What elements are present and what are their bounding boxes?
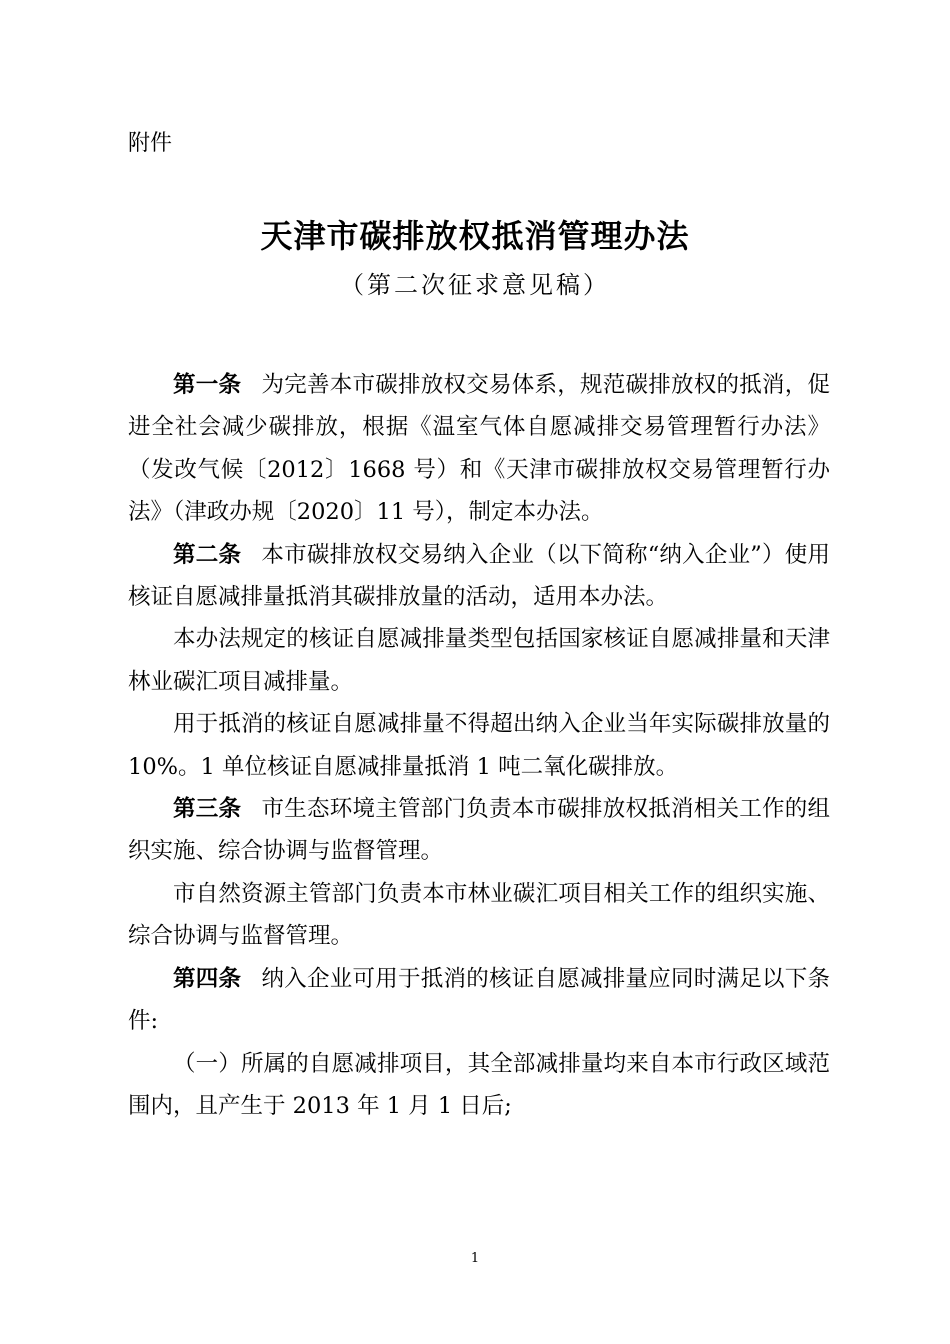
paragraph-text: 纳入企业可用于抵消的核证自愿减排量应同时满足以下条件: [128,965,830,1035]
paragraph-text: （一）所属的自愿减排项目，其全部减排量均来自本市行政区域范围内，且产生于 2013 年 1 月 1 日后; [128,1050,830,1119]
paragraph-article-3 [128,788,830,873]
paragraph-offset-types [128,618,830,703]
document-subtitle: （第二次征求意见稿） [340,271,610,299]
paragraph-article-1 [128,364,830,534]
page-number: 1 [470,1251,480,1266]
attachment-label: 附件 [128,131,173,156]
article-heading: 第一条 [173,372,242,398]
paragraph-text: 为完善本市碳排放权交易体系，规范碳排放权的抵消，促进全社会减少碳排放，根据《温室气体自愿减排交易管理暂行办法》（发改气候〔2012〕1668 号）和《天津市碳排放权交易管理暂行办法》（津政办规〔2020〕11 号），制定本办法。 [128,372,830,526]
paragraph-text: 市生态环境主管部门负责本市碳排放权抵消相关工作的组织实施、综合协调与监督管理。 [128,796,830,865]
paragraph-text: 本市碳排放权交易纳入企业（以下简称“纳入企业”）使用核证自愿减排量抵消其碳排放量的活动，适用本办法。 [128,541,830,611]
paragraph-condition-1 [128,1043,830,1128]
paragraph-text: 用于抵消的核证自愿减排量不得超出纳入企业当年实际碳排放量的 10%。1 单位核证自愿减排量抵消 1 吨二氧化碳排放。 [128,711,830,780]
paragraph-text: 市自然资源主管部门负责本市林业碳汇项目相关工作的组织实施、综合协调与监督管理。 [128,880,830,950]
article-heading: 第四条 [173,965,242,992]
paragraph-article-4 [128,958,830,1043]
paragraph-text: 本办法规定的核证自愿减排量类型包括国家核证自愿减排量和天津林业碳汇项目减排量。 [128,626,830,695]
document-title: 天津市碳排放权抵消管理办法 [260,217,690,255]
document-body [128,364,830,1127]
paragraph-offset-limit [128,703,830,788]
article-heading: 第三条 [173,796,242,823]
paragraph-natural-resources [128,873,830,958]
article-heading: 第二条 [173,541,242,568]
paragraph-article-2 [128,534,830,619]
